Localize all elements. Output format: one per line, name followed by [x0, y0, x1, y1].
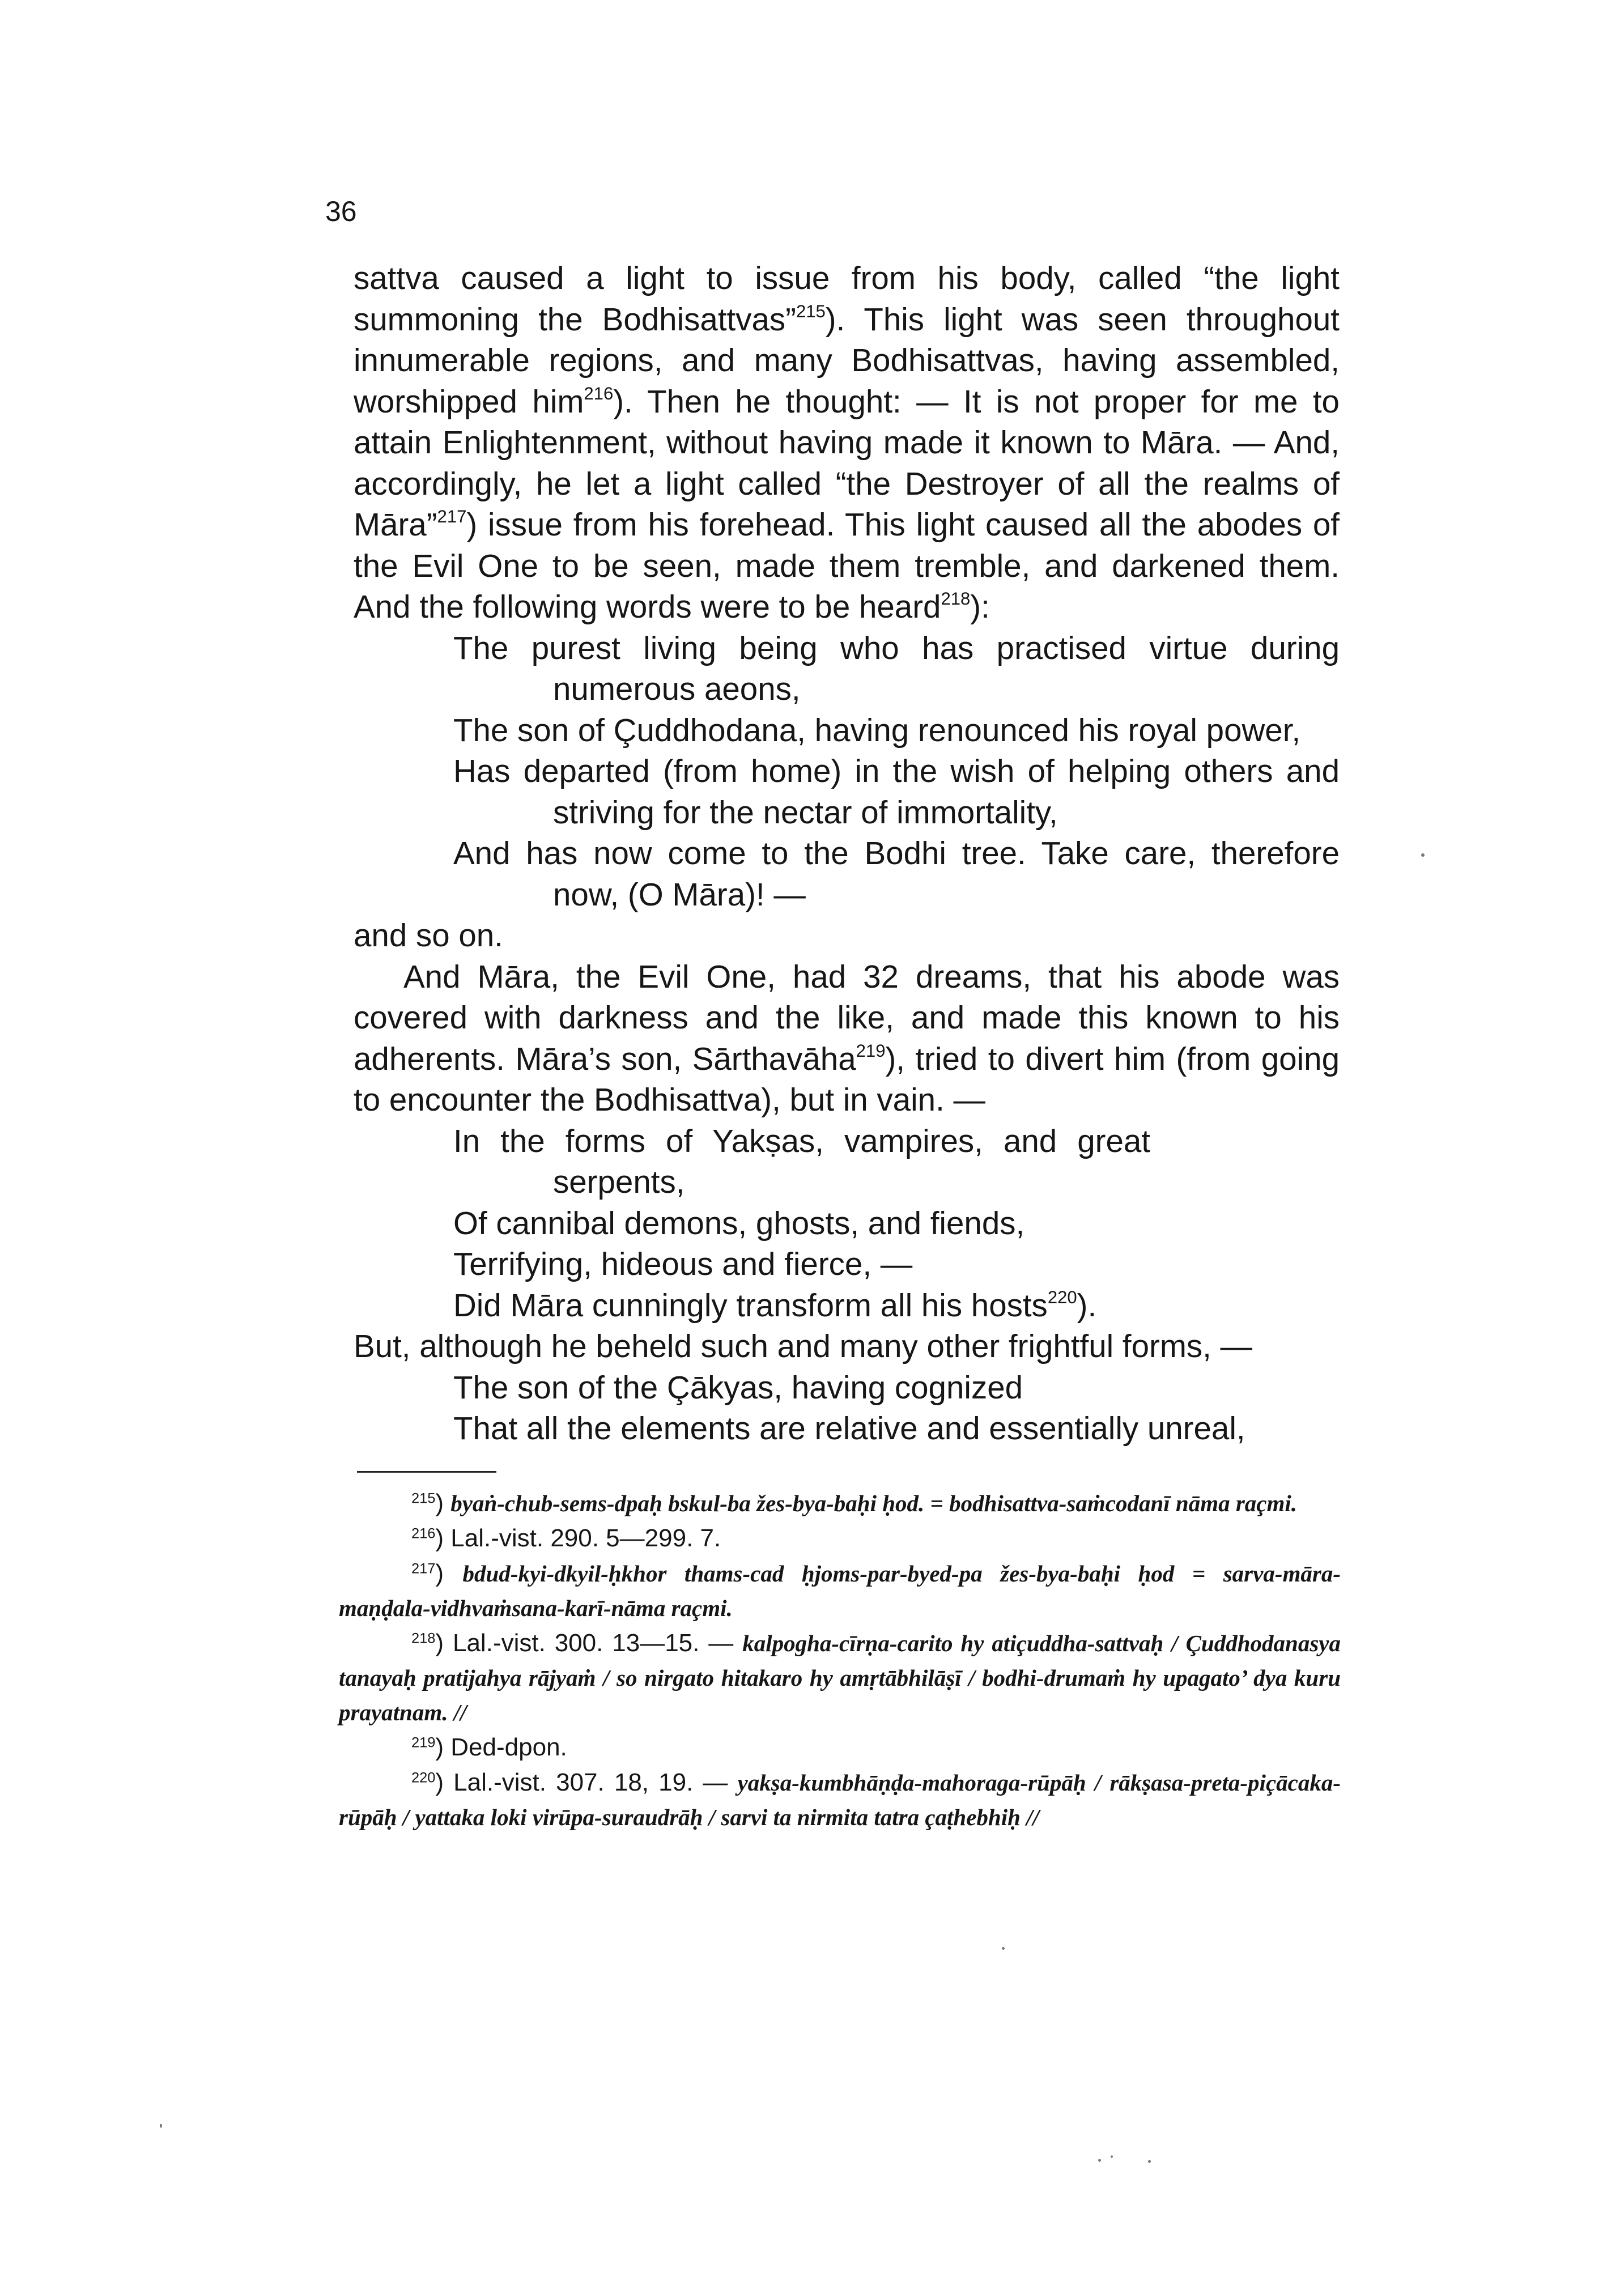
- verse-line: In the forms of Yakṣas, vampires, and great serpents,: [453, 1123, 1150, 1200]
- footnote-ref: 218: [941, 589, 971, 609]
- footnote-216: [339, 1521, 1341, 1556]
- footnote-separator: [357, 1471, 496, 1473]
- footnote-mark-paren: ): [435, 1559, 463, 1587]
- footnote-218: [339, 1626, 1341, 1730]
- footnote-215: [339, 1486, 1341, 1521]
- paragraph-1: sattva caused a light to issue from his body, called “the light summoning the Bodhisattvas”$^{215}$). This light was seen throughout innumerable regions, and many Bodhisattvas, having assembled, worshipped him$^{216}$). Then he thought: — It is not proper for me to attain Enlightenment, without having made it known to Māra. — And, accordingly, he let a light called “the Destroyer of all the realms of Māra”$^{217}$) issue from his forehead. This light caused all the abodes of the Evil One to be seen, made them tremble, and darkened them. And the following words were to be heard$^{218}$):: [354, 260, 1340, 624]
- footnote-mark: 216: [411, 1525, 436, 1542]
- footnote-220: [339, 1765, 1341, 1835]
- verse-line: Has departed (from home) in the wish of helping others and striving for the nectar of immortality,: [453, 753, 1340, 830]
- footnote-ref: 216: [584, 383, 614, 403]
- footnote-text: Lal.-vist. 307. 18, 19. —: [453, 1768, 738, 1796]
- footnote-mark: 218: [411, 1630, 436, 1647]
- footnote-mark-paren: ): [435, 1524, 451, 1552]
- footnote-mark-paren: ): [435, 1629, 453, 1657]
- footnote-217: [339, 1556, 1341, 1626]
- footnote-text: kalpogha-cīrṇa-carito hy atiçuddha-sattvaḥ / Çuddhodanasya tanayaḥ pratijahya rājyaṁ / so nirgato hitakaro hy amṛtābhilāṣī / bodhi-drumaṁ hy upagato’ dya kuru prayatnam. //: [339, 1630, 1341, 1725]
- main-text: [354, 258, 1340, 1449]
- footnote-text: byaṅ-chub-sems-dpaḥ bskul-ba žes-bya-baḥi ḥod. = bodhisattva-saṁcodanī nāma raçmi.: [450, 1490, 1298, 1516]
- verse-line: And has now come to the Bodhi tree. Take care, therefore now, (O Māra)! —: [453, 835, 1340, 912]
- footnote-mark-paren: ): [435, 1768, 454, 1796]
- page-number: 36: [325, 195, 357, 227]
- verse-line: The purest living being who has practised virtue during numerous aeons,: [453, 630, 1340, 707]
- footnote-mark: 220: [411, 1770, 436, 1786]
- footnote-mark-paren: ): [435, 1489, 451, 1517]
- footnote-219: [339, 1730, 1341, 1765]
- footnote-mark: 219: [411, 1734, 436, 1751]
- footnotes: [339, 1486, 1341, 1835]
- verse-line: Terrifying, hideous and fierce, —: [453, 1246, 913, 1282]
- verse-line: Of cannibal demons, ghosts, and fiends,: [453, 1205, 1025, 1241]
- footnote-ref: 217: [437, 507, 467, 527]
- footnote-ref: 215: [796, 301, 826, 321]
- footnote-text: yakṣa-kumbhāṇḍa-mahoraga-rūpāḥ / rākṣasa-preta-piçācaka-rūpāḥ / yattaka loki virūpa-suraudrāḥ / sarvi ta nirmita tatra çaṭhebhiḥ //: [339, 1770, 1341, 1830]
- verse-line: That all the elements are relative and essentially unreal,: [453, 1410, 1245, 1446]
- print-speck: [1098, 2159, 1101, 2162]
- footnote-text: Lal.-vist. 290. 5—299. 7.: [450, 1524, 721, 1552]
- footnote-text: bdud-kyi-dkyil-ḥkhor thams-cad ḥjoms-par-byed-pa žes-bya-baḥi ḥod = sarva-māra-maṇḍala-vidhvaṁsana-karī-nāma raçmi.: [339, 1561, 1341, 1621]
- verse-block-2: [354, 1121, 1150, 1326]
- print-speck: [1002, 1947, 1005, 1950]
- footnote-mark: 215: [411, 1490, 436, 1507]
- verse-line: The son of the Çākyas, having cognized: [453, 1369, 1023, 1405]
- verse-line: Did Māra cunningly transform all his hosts$^{220}$).: [453, 1287, 1097, 1323]
- footnote-ref: 220: [1047, 1287, 1077, 1307]
- footnote-mark: 217: [411, 1561, 436, 1577]
- footnote-text: Lal.-vist. 300. 13—15. —: [452, 1629, 743, 1657]
- print-speck: [1148, 2160, 1151, 2163]
- footnote-ref: 219: [856, 1040, 886, 1061]
- print-speck: [1111, 2155, 1113, 2158]
- verse-block-3: [354, 1367, 1340, 1449]
- footnote-text: Ded-dpon.: [450, 1733, 567, 1761]
- and-so-on: and so on.: [354, 917, 503, 953]
- paragraph-3: But, although he beheld such and many other frightful forms, —: [354, 1328, 1253, 1364]
- verse-line: The son of Çuddhodana, having renounced his royal power,: [453, 712, 1301, 748]
- print-speck: [160, 2124, 162, 2128]
- verse-block-1: [354, 628, 1340, 916]
- print-speck: [1421, 853, 1425, 857]
- paragraph-2: And Māra, the Evil One, had 32 dreams, that his abode was covered with darkness and the like, and made this known to his adherents. Māra’s son, Sārthavāha$^{219}$), tried to divert him (from going to encounter the Bodhisattva), but in vain. —: [354, 958, 1340, 1117]
- footnote-mark-paren: ): [435, 1733, 451, 1761]
